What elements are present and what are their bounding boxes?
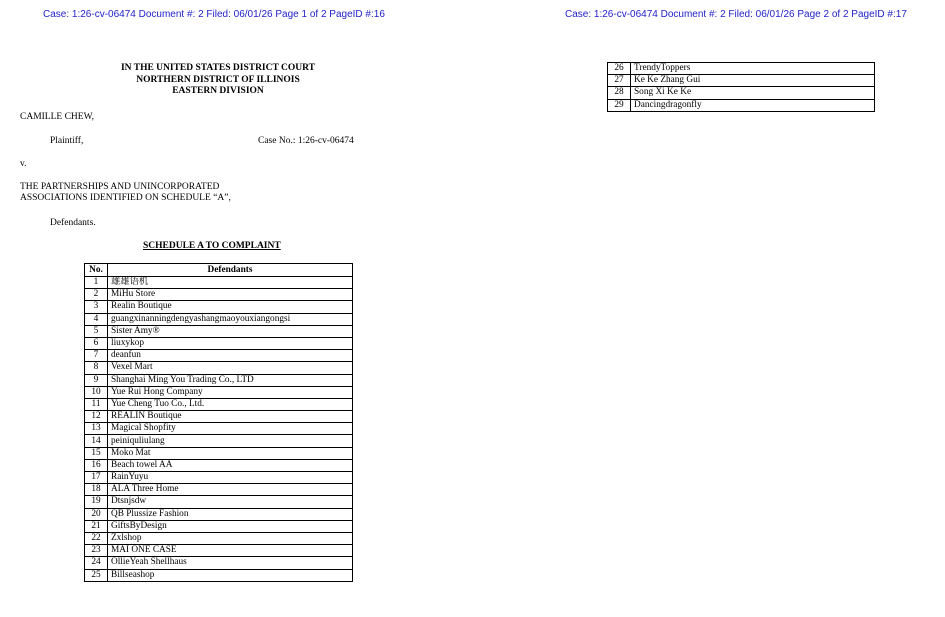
table-row (85, 496, 353, 508)
row-number: 7 (85, 350, 108, 362)
table-row (85, 532, 353, 544)
row-number: 8 (85, 362, 108, 374)
row-number: 21 (85, 520, 108, 532)
case-number: Case No.: 1:26-cv-06474 (258, 136, 354, 146)
table-row (85, 337, 353, 349)
row-number: 23 (85, 545, 108, 557)
row-number: 9 (85, 374, 108, 386)
row-number: 29 (608, 99, 631, 111)
row-number: 27 (608, 75, 631, 87)
row-number: 2 (85, 289, 108, 301)
defendant-name: RainYuyu (108, 472, 353, 484)
defendants-label: Defendants. (50, 218, 96, 228)
row-number: 6 (85, 337, 108, 349)
row-number: 15 (85, 447, 108, 459)
defendant-name: Yue Rui Hong Company (108, 386, 353, 398)
defendant-name: ALA Three Home (108, 484, 353, 496)
table-row (85, 398, 353, 410)
table-row (608, 63, 875, 75)
table-row (85, 313, 353, 325)
defendant-name: Sister Amy® (108, 325, 353, 337)
table-row (85, 435, 353, 447)
defendant-name: guangxinanningdengyashangmaoyouxiangongsi (108, 313, 353, 325)
row-number: 1 (85, 277, 108, 289)
defendant-name: MiHu Store (108, 289, 353, 301)
table-row (85, 289, 353, 301)
table-row (85, 411, 353, 423)
row-number: 14 (85, 435, 108, 447)
defendant-name: Song Xi Ke Ke (631, 87, 875, 99)
table-row (85, 350, 353, 362)
defendant-name: QB Plussize Fashion (108, 508, 353, 520)
row-number: 28 (608, 87, 631, 99)
defendant-name: OllieYeah Shellhaus (108, 557, 353, 569)
defendants-table-continued (607, 62, 875, 112)
plaintiff-name: CAMILLE CHEW, (20, 112, 95, 122)
table-row (608, 87, 875, 99)
table-row (608, 75, 875, 87)
table-row (608, 99, 875, 111)
ecf-header: Case: 1:26-cv-06474 Document #: 2 Filed: 06/01/26 Page 2 of 2 PageID #:17 (565, 9, 907, 20)
defendant-name: Billseashop (108, 569, 353, 581)
table-row (85, 423, 353, 435)
table-row (85, 374, 353, 386)
row-number: 3 (85, 301, 108, 313)
defendant-name: Zxlshop (108, 532, 353, 544)
table-row (85, 362, 353, 374)
header-no: No. (85, 264, 108, 277)
defendant-name: Ke Ke Zhang Gui (631, 75, 875, 87)
defendant-name: Dancingdragonfly (631, 99, 875, 111)
defendant-name: Dtsnjsdw (108, 496, 353, 508)
defendant-name: Realin Boutique (108, 301, 353, 313)
defendant-name: deanfun (108, 350, 353, 362)
defendants-table (84, 263, 353, 582)
defendant-name: liuxykop (108, 337, 353, 349)
table-row (85, 569, 353, 581)
defendant-name: REALIN Boutique (108, 411, 353, 423)
row-number: 22 (85, 532, 108, 544)
table-row (85, 520, 353, 532)
schedule-title: SCHEDULE A TO COMPLAINT (143, 241, 281, 251)
court-district: NORTHERN DISTRICT OF ILLINOIS (136, 74, 300, 85)
versus: v. (20, 159, 27, 169)
row-number: 17 (85, 472, 108, 484)
table-row (85, 447, 353, 459)
defendant-line-1: THE PARTNERSHIPS AND UNINCORPORATED (20, 182, 220, 192)
court-name: IN THE UNITED STATES DISTRICT COURT (120, 63, 316, 73)
row-number: 26 (608, 63, 631, 75)
row-number: 16 (85, 459, 108, 471)
row-number: 24 (85, 557, 108, 569)
plaintiff-label: Plaintiff, (50, 136, 84, 146)
ecf-header: Case: 1:26-cv-06474 Document #: 2 Filed: 06/01/26 Page 1 of 2 PageID #:16 (43, 9, 385, 20)
table-row (85, 386, 353, 398)
table-header-row (85, 264, 353, 277)
row-number: 18 (85, 484, 108, 496)
defendants-table-body (608, 63, 875, 112)
defendant-name: Moko Mat (108, 447, 353, 459)
defendant-name: Beach towel AA (108, 459, 353, 471)
defendants-table-body (85, 277, 353, 582)
row-number: 19 (85, 496, 108, 508)
row-number: 10 (85, 386, 108, 398)
defendant-name: TrendyToppers (631, 63, 875, 75)
table-row (85, 277, 353, 289)
table-row (85, 484, 353, 496)
defendant-name: GiftsByDesign (108, 520, 353, 532)
defendant-name: 雄雄语机 (108, 277, 353, 289)
row-number: 11 (85, 398, 108, 410)
table-row (85, 557, 353, 569)
defendant-name: MAI ONE CASE (108, 545, 353, 557)
row-number: 13 (85, 423, 108, 435)
table-row (85, 459, 353, 471)
table-row (85, 301, 353, 313)
court-caption (40, 63, 396, 98)
table-row (85, 325, 353, 337)
defendant-name: Shanghai Ming You Trading Co., LTD (108, 374, 353, 386)
court-division: EASTERN DIVISION (172, 86, 264, 96)
document-page-1 (0, 0, 470, 617)
document-page-2 (475, 0, 945, 617)
row-number: 12 (85, 411, 108, 423)
table-row (85, 545, 353, 557)
defendant-name: Yue Cheng Tuo Co., Ltd. (108, 398, 353, 410)
defendant-name: peiniquliulang (108, 435, 353, 447)
row-number: 20 (85, 508, 108, 520)
header-defendants: Defendants (108, 264, 353, 277)
defendant-line-2: ASSOCIATIONS IDENTIFIED ON SCHEDULE “A”, (20, 193, 231, 203)
table-row (85, 508, 353, 520)
row-number: 25 (85, 569, 108, 581)
row-number: 5 (85, 325, 108, 337)
defendant-name: Vexel Mart (108, 362, 353, 374)
defendant-name: Magical Shopfity (108, 423, 353, 435)
table-row (85, 472, 353, 484)
row-number: 4 (85, 313, 108, 325)
